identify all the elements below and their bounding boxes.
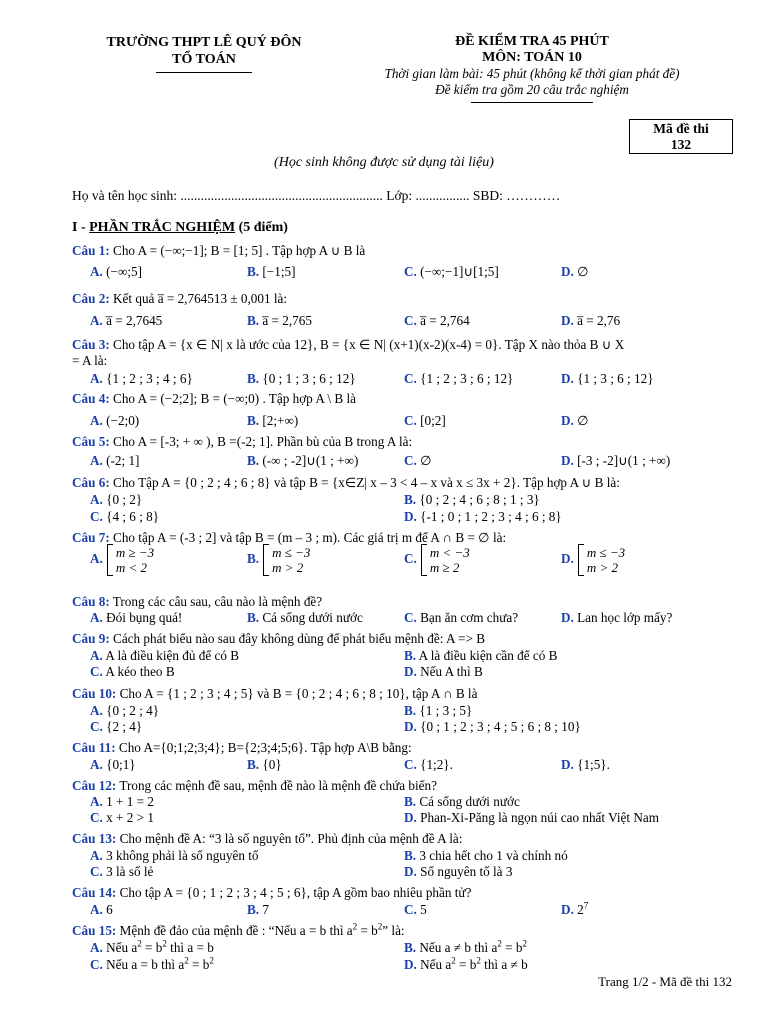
- option-key: B.: [247, 757, 260, 772]
- inequality-system: [421, 544, 470, 576]
- question-stem: [72, 686, 736, 702]
- answer-option: [561, 544, 625, 576]
- answer-option: [404, 957, 528, 973]
- answer-option: [90, 648, 239, 664]
- option-text: ∅: [573, 413, 589, 428]
- option-key: A.: [90, 703, 103, 718]
- option-text: 3 không phải là số nguyên tố: [102, 848, 259, 863]
- option-key: B.: [404, 848, 417, 863]
- answer-option: [561, 413, 589, 429]
- option-key: A.: [90, 313, 103, 328]
- answer-option: [90, 453, 139, 469]
- question-stem: [72, 778, 736, 794]
- option-text: {0 ; 2 ; 4}: [102, 703, 160, 718]
- system-line-1: m ≤ −3: [272, 545, 311, 560]
- option-key: B.: [247, 902, 260, 917]
- option-key: D.: [561, 902, 574, 917]
- section-prefix: I -: [72, 220, 90, 235]
- question-stem-continued: = A là:: [72, 353, 108, 368]
- question-stem: [72, 740, 736, 756]
- answer-option: [90, 757, 136, 773]
- question-stem: [72, 391, 736, 407]
- answer-option: [404, 453, 432, 469]
- option-key: B.: [247, 453, 260, 468]
- answer-option: [404, 794, 520, 810]
- answer-option: [404, 703, 472, 719]
- answer-option: [404, 902, 427, 918]
- option-text: Nếu a: [416, 957, 452, 972]
- answer-option: [247, 610, 363, 626]
- superscript: 2: [522, 938, 527, 949]
- option-text: {1;2}.: [416, 757, 453, 772]
- option-key: B.: [247, 413, 260, 428]
- option-key: A.: [90, 413, 103, 428]
- option-text: {2 ; 4}: [102, 719, 143, 734]
- system-line-1: m ≥ −3: [115, 545, 155, 560]
- option-key: D.: [404, 957, 417, 972]
- answer-option: [247, 313, 312, 329]
- option-key: A.: [90, 902, 103, 917]
- option-text: Nếu a: [102, 940, 138, 955]
- option-text: A là điều kiện cần để có B: [416, 648, 558, 663]
- option-text: {1 ; 3 ; 6 ; 12}: [573, 371, 654, 386]
- option-text: [2;+∞): [259, 413, 299, 428]
- option-key: A.: [90, 610, 103, 625]
- answer-option: [90, 664, 175, 680]
- page-footer: Trang 1/2 - Mã đề thi 132: [598, 974, 732, 989]
- option-key: D.: [561, 551, 574, 567]
- answer-option: [90, 610, 182, 626]
- superscript: 2: [137, 938, 142, 949]
- option-key: A.: [90, 940, 103, 955]
- option-key: B.: [247, 610, 260, 625]
- option-key: C.: [404, 902, 417, 917]
- option-key: A.: [90, 757, 103, 772]
- question-text: Trong các câu sau, câu nào là mệnh đề?: [109, 594, 323, 609]
- system-lines: [587, 545, 625, 575]
- system-bracket: [578, 544, 584, 576]
- option-text: {0;1}: [102, 757, 136, 772]
- department-name: TỔ TOÁN: [172, 52, 236, 67]
- option-text: thì a ≠ b: [480, 957, 528, 972]
- option-key: B.: [247, 264, 260, 279]
- option-key: A.: [90, 492, 103, 507]
- answer-option: [90, 864, 153, 880]
- question-label: Câu 5:: [72, 434, 110, 449]
- option-key: D.: [404, 719, 417, 734]
- answer-option: [404, 544, 470, 576]
- header-divider: [156, 72, 252, 73]
- student-info-line: Họ và tên học sinh: ............................................................ Lớp: ................ SBD: …………: [72, 188, 561, 203]
- option-text: Nếu a ≠ b thì a: [416, 940, 498, 955]
- option-text: {1 ; 2 ; 3 ; 4 ; 6}: [102, 371, 193, 386]
- option-text: x + 2 > 1: [102, 810, 154, 825]
- section-title: PHẦN TRẮC NGHIỆM: [89, 220, 236, 235]
- superscript: 2: [209, 955, 214, 966]
- option-key: D.: [561, 453, 574, 468]
- question-text: = b: [357, 923, 378, 938]
- option-text: [−1;5]: [259, 264, 296, 279]
- option-key: D.: [404, 864, 417, 879]
- option-text: Cá sống dưới nước: [259, 610, 363, 625]
- option-text: Số nguyên tố là 3: [416, 864, 513, 879]
- superscript: 2: [377, 921, 383, 932]
- answer-option: [404, 492, 540, 508]
- answer-option: [247, 544, 310, 576]
- option-text: Lan học lớp mấy?: [573, 610, 673, 625]
- answer-option: [404, 264, 499, 280]
- option-text: thì a = b: [166, 940, 214, 955]
- question-stem: [72, 923, 736, 939]
- option-key: B.: [404, 492, 417, 507]
- option-key: C.: [90, 864, 103, 879]
- option-key: A.: [90, 453, 103, 468]
- question-label: Câu 4:: [72, 391, 110, 406]
- answer-option: [90, 264, 142, 280]
- answer-option: [404, 864, 512, 880]
- exam-time-note: Thời gian làm bài: 45 phút (không kể thời gian phát đề): [384, 66, 680, 81]
- inequality-system: [263, 544, 310, 576]
- system-line-1: m ≤ −3: [586, 545, 626, 560]
- answer-option: [247, 264, 295, 280]
- answer-option: [247, 757, 282, 773]
- answer-option: [561, 453, 670, 469]
- option-text: {1 ; 3 ; 5}: [416, 703, 473, 718]
- option-text: Nếu a = b thì a: [102, 957, 185, 972]
- option-text: a̅ = 2,7645: [102, 313, 163, 328]
- option-text: 2: [573, 902, 584, 917]
- option-text: (-2; 1]: [102, 453, 140, 468]
- answer-option: [90, 413, 139, 429]
- answer-option: [247, 371, 356, 387]
- option-key: C.: [404, 610, 417, 625]
- question-label: Câu 7:: [72, 530, 110, 545]
- question-label: Câu 9:: [72, 631, 110, 646]
- option-key: C.: [404, 264, 417, 279]
- question-text: Cách phát biểu nào sau đây không dùng để phát biểu mệnh đề: A => B: [109, 631, 485, 646]
- question-label: Câu 1:: [72, 243, 110, 258]
- option-text: A kéo theo B: [102, 664, 175, 679]
- option-key: B.: [404, 648, 417, 663]
- header-divider: [471, 102, 593, 103]
- superscript: 2: [352, 921, 358, 932]
- question-text: Cho tập A = (-3 ; 2] và tập B = (m – 3 ; m). Các giá trị m để A ∩ B = ∅ là:: [109, 530, 507, 545]
- option-text: Bạn ăn cơm chưa?: [416, 610, 519, 625]
- option-key: D.: [404, 509, 417, 524]
- question-stem: [72, 337, 736, 353]
- answer-option: [404, 413, 446, 429]
- option-text: 1 + 1 = 2: [102, 794, 154, 809]
- option-key: A.: [90, 648, 103, 663]
- option-text: {0 ; 2 ; 4 ; 6 ; 8 ; 1 ; 3}: [416, 492, 540, 507]
- option-key: A.: [90, 264, 103, 279]
- option-text: (−2;0): [102, 413, 140, 428]
- answer-option: [561, 902, 588, 918]
- question-text: Cho mệnh đề A: “3 là số nguyên tố”. Phủ định của mệnh đề A là:: [116, 831, 463, 846]
- section-suffix: (5 điểm): [235, 220, 288, 235]
- question-text: Trong các mệnh đề sau, mệnh đề nào là mệnh đề chứa biến?: [116, 778, 437, 793]
- answer-option: [404, 509, 562, 525]
- answer-option: [404, 719, 581, 735]
- option-key: D.: [561, 610, 574, 625]
- system-lines: [116, 545, 154, 575]
- option-text: {1;5}.: [573, 757, 610, 772]
- answer-option: [404, 810, 659, 826]
- inequality-system: [578, 544, 625, 576]
- option-key: C.: [90, 664, 103, 679]
- option-text: [0;2]: [416, 413, 446, 428]
- superscript: 7: [583, 900, 589, 911]
- answer-option: [90, 313, 162, 329]
- question-label: Câu 12:: [72, 778, 117, 793]
- option-key: D.: [561, 264, 574, 279]
- answer-option: [404, 664, 483, 680]
- option-key: B.: [404, 794, 417, 809]
- exam-code-value: 132: [670, 137, 692, 152]
- option-key: C.: [404, 757, 417, 772]
- option-key: A.: [90, 371, 103, 386]
- question-stem: [72, 594, 736, 610]
- answer-option: [404, 848, 568, 864]
- question-label: Câu 11:: [72, 740, 116, 755]
- answer-option: [404, 313, 470, 329]
- answer-option: [90, 957, 214, 973]
- question-label: Câu 10:: [72, 686, 117, 701]
- answer-option: [561, 757, 610, 773]
- option-key: D.: [561, 371, 574, 386]
- option-key: D.: [404, 810, 417, 825]
- answer-option: [90, 848, 259, 864]
- question-label: Câu 3:: [72, 337, 110, 352]
- answer-option: [90, 794, 154, 810]
- question-stem: [72, 291, 736, 307]
- option-key: C.: [404, 371, 417, 386]
- option-text: (−∞;5]: [102, 264, 143, 279]
- superscript: 2: [451, 955, 456, 966]
- answer-option: [90, 940, 214, 956]
- option-text: a̅ = 2,764: [416, 313, 470, 328]
- exam-code-label: Mã đề thi: [653, 121, 709, 136]
- answer-option: [561, 313, 620, 329]
- answer-option: [404, 610, 518, 626]
- answer-option: [90, 544, 154, 576]
- option-key: C.: [404, 313, 417, 328]
- system-line-2: m > 2: [272, 560, 304, 575]
- answer-option: [561, 264, 589, 280]
- option-text: Phan-Xi-Păng là ngọn núi cao nhất Việt Nam: [416, 810, 659, 825]
- answer-option: [247, 453, 358, 469]
- answer-option: [404, 757, 453, 773]
- option-text: = b: [501, 940, 523, 955]
- question-stem: [72, 434, 736, 450]
- question-text: ” là:: [382, 923, 405, 938]
- answer-option: [90, 371, 193, 387]
- answer-option: [561, 610, 672, 626]
- option-key: D.: [561, 313, 574, 328]
- option-text: a̅ = 2,76: [573, 313, 621, 328]
- option-text: a̅ = 2,765: [259, 313, 312, 328]
- option-text: (−∞;−1]∪[1;5]: [416, 264, 499, 279]
- answer-option: [90, 810, 154, 826]
- exam-subject: MÔN: TOÁN 10: [482, 50, 582, 65]
- system-lines: [430, 545, 470, 575]
- option-key: A.: [90, 848, 103, 863]
- answer-option: [90, 902, 113, 918]
- option-key: B.: [404, 703, 417, 718]
- question-stem: [72, 831, 736, 847]
- question-stem: [72, 243, 736, 259]
- option-text: = b: [188, 957, 210, 972]
- option-key: C.: [404, 413, 417, 428]
- question-label: Câu 15:: [72, 923, 117, 938]
- option-key: B.: [247, 371, 260, 386]
- option-text: 3 chia hết cho 1 và chính nó: [416, 848, 568, 863]
- question-text: Cho tập A = {0 ; 1 ; 2 ; 3 ; 4 ; 5 ; 6}, tập A gồm bao nhiêu phần tử?: [116, 885, 472, 900]
- question-text: Cho tập A = {x ∈ N| x là ước của 12}, B = {x ∈ N| (x+1)(x-2)(x-4) = 0}. Tập X nào thỏa B ∪ X: [109, 337, 625, 352]
- system-line-2: m ≥ 2: [429, 560, 460, 575]
- exam-count-note: Đề kiểm tra gồm 20 câu trắc nghiệm: [435, 82, 629, 97]
- system-lines: [272, 545, 310, 575]
- option-key: A.: [90, 551, 103, 567]
- system-line-2: m > 2: [586, 560, 618, 575]
- exam-header: [338, 34, 726, 103]
- option-text: {0 ; 1 ; 2 ; 3 ; 4 ; 5 ; 6 ; 8 ; 10}: [416, 719, 581, 734]
- school-name: TRƯỜNG THPT LÊ QUÝ ĐÔN: [106, 35, 302, 50]
- question-text: Cho A={0;1;2;3;4}; B={2;3;4;5;6}. Tập hợp A\B bằng:: [115, 740, 412, 755]
- instruction-note: (Học sinh không được sử dụng tài liệu): [274, 155, 494, 170]
- question-stem: [72, 475, 736, 491]
- option-key: A.: [90, 794, 103, 809]
- option-text: {1 ; 2 ; 3 ; 6 ; 12}: [416, 371, 514, 386]
- option-key: C.: [404, 551, 417, 567]
- option-key: C.: [90, 810, 103, 825]
- answer-option: [404, 648, 557, 664]
- option-text: Cá sống dưới nước: [416, 794, 520, 809]
- question-text: Cho Tập A = {0 ; 2 ; 4 ; 6 ; 8} và tập B = {x∈Z| x – 3 < 4 – x và x ≤ 3x + 2}. Tập hợp A ∪ B là:: [109, 475, 620, 490]
- option-key: B.: [247, 551, 260, 567]
- system-line-2: m < 2: [115, 560, 147, 575]
- option-text: [-3 ; -2]∪(1 ; +∞): [573, 453, 671, 468]
- question-text: Cho A = (−∞;−1]; B = [1; 5] . Tập hợp A ∪ B là: [109, 243, 366, 258]
- system-bracket: [263, 544, 269, 576]
- superscript: 2: [476, 955, 481, 966]
- answer-option: [90, 703, 159, 719]
- question-stem: [72, 885, 736, 901]
- option-text: = b: [141, 940, 163, 955]
- question-label: Câu 2:: [72, 291, 110, 306]
- exam-title: ĐỀ KIỂM TRA 45 PHÚT: [455, 34, 609, 49]
- question-label: Câu 14:: [72, 885, 117, 900]
- superscript: 2: [162, 938, 167, 949]
- answer-option: [404, 940, 527, 956]
- option-key: C.: [90, 509, 103, 524]
- option-text: {-1 ; 0 ; 1 ; 2 ; 3 ; 4 ; 6 ; 8}: [416, 509, 562, 524]
- option-text: {0}: [259, 757, 282, 772]
- option-key: B.: [404, 940, 417, 955]
- superscript: 2: [497, 938, 502, 949]
- option-text: = b: [455, 957, 477, 972]
- option-key: C.: [404, 453, 417, 468]
- system-bracket: [421, 544, 427, 576]
- inequality-system: [107, 544, 154, 576]
- option-text: A là điều kiện đủ để có B: [102, 648, 240, 663]
- answer-option: [247, 413, 298, 429]
- option-text: Đói bụng quá!: [102, 610, 183, 625]
- question-text: Cho A = (−2;2]; B = (−∞;0) . Tập hợp A \ B là: [109, 391, 356, 406]
- school-header: [70, 34, 338, 73]
- answer-option: [247, 902, 269, 918]
- question-text: Mệnh đề đảo của mệnh đề : “Nếu a = b thì a: [116, 923, 353, 938]
- question-text: Cho A = [-3; + ∞ ), B =(-2; 1]. Phần bù của B trong A là:: [109, 434, 413, 449]
- option-text: {0 ; 2}: [102, 492, 143, 507]
- system-bracket: [107, 544, 113, 576]
- answer-option: [90, 509, 159, 525]
- option-text: (-∞ ; -2]∪(1 ; +∞): [259, 453, 359, 468]
- option-text: {4 ; 6 ; 8}: [102, 509, 160, 524]
- question-label: Câu 6:: [72, 475, 110, 490]
- option-key: C.: [90, 957, 103, 972]
- exam-code-box: [629, 119, 733, 154]
- section-heading: [72, 220, 288, 236]
- option-text: 3 là số lẻ: [102, 864, 154, 879]
- option-text: Nếu A thì B: [416, 664, 483, 679]
- option-text: 7: [259, 902, 269, 917]
- superscript: 2: [184, 955, 189, 966]
- question-label: Câu 8:: [72, 594, 110, 609]
- option-key: D.: [561, 413, 574, 428]
- answer-option: [90, 719, 142, 735]
- option-text: 5: [416, 902, 427, 917]
- system-line-1: m < −3: [429, 545, 470, 560]
- option-key: C.: [90, 719, 103, 734]
- answer-option: [404, 371, 513, 387]
- question-stem: [72, 631, 736, 647]
- question-text: Cho A = {1 ; 2 ; 3 ; 4 ; 5} và B = {0 ; 2 ; 4 ; 6 ; 8 ; 10}, tập A ∩ B là: [116, 686, 478, 701]
- option-key: D.: [561, 757, 574, 772]
- option-text: ∅: [416, 453, 432, 468]
- option-text: 6: [102, 902, 113, 917]
- question-text: Kết quả a̅ = 2,764513 ± 0,001 là:: [109, 291, 288, 306]
- answer-option: [90, 492, 142, 508]
- option-text: ∅: [573, 264, 589, 279]
- option-key: B.: [247, 313, 260, 328]
- answer-option: [561, 371, 654, 387]
- option-key: D.: [404, 664, 417, 679]
- option-text: {0 ; 1 ; 3 ; 6 ; 12}: [259, 371, 356, 386]
- question-label: Câu 13:: [72, 831, 117, 846]
